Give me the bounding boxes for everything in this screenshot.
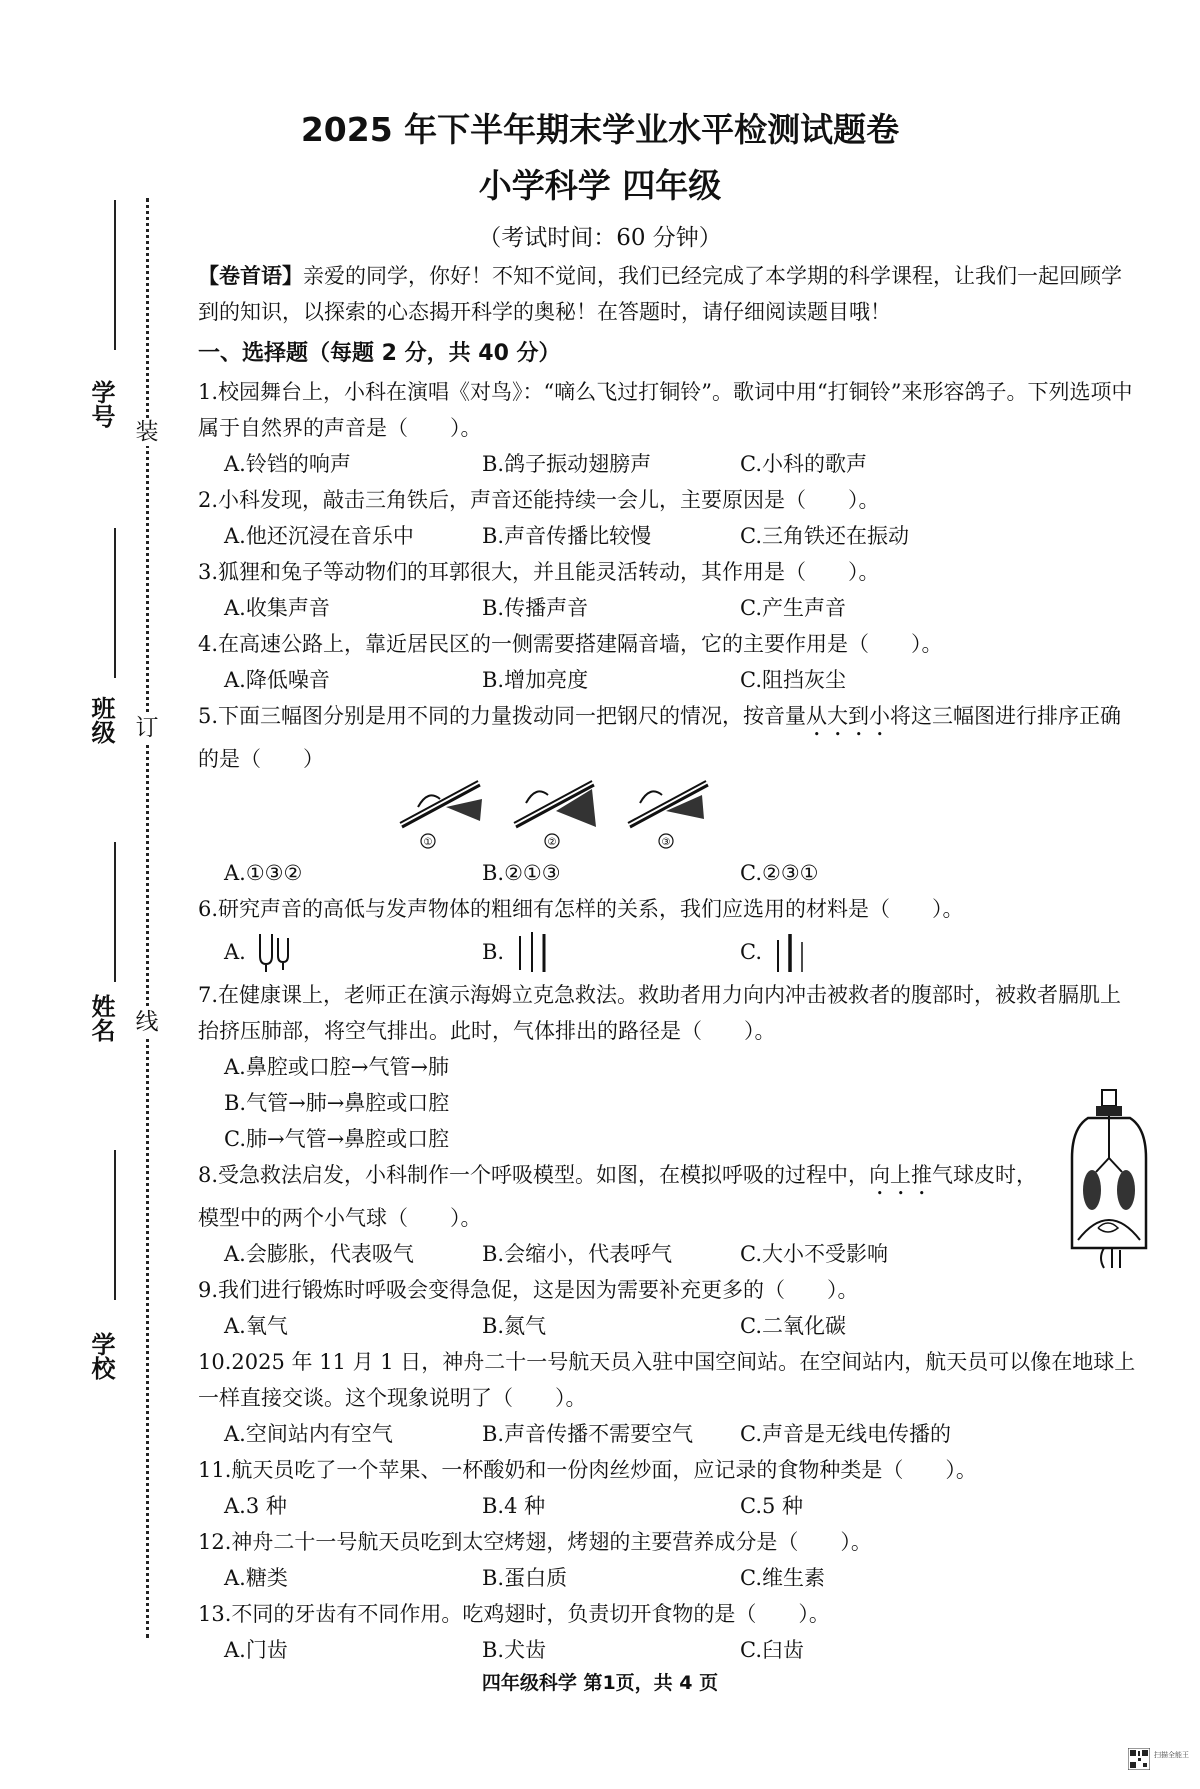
option-11a[interactable]: A.3 种 — [224, 1494, 287, 1518]
option-4a[interactable]: A.降低噪音 — [224, 668, 330, 692]
page-footer: 四年级科学 第1页，共 4 页 — [481, 1672, 719, 1694]
question-5-part-a: 5.下面三幅图分别是用不同的力量拨动同一把钢尺的情况，按音量 — [198, 704, 807, 728]
option-1b[interactable]: B.鸽子振动翅膀声 — [482, 452, 652, 476]
option-13c[interactable]: C.臼齿 — [740, 1638, 804, 1662]
student-id-label: 学号 — [87, 380, 116, 428]
option-12c[interactable]: C.维生素 — [740, 1566, 825, 1590]
question-8-part-a: 8.受急救法启发，小科制作一个呼吸模型。如图，在模拟呼吸的过程中， — [198, 1163, 870, 1187]
ruler-figure-1 — [398, 777, 484, 851]
option-10b[interactable]: B.声音传播不需要空气 — [482, 1422, 694, 1446]
option-4b[interactable]: B.增加亮度 — [482, 668, 589, 692]
option-3a[interactable]: A.收集声音 — [224, 596, 330, 620]
exam-time: （考试时间：60 分钟） — [478, 225, 722, 251]
option-5a[interactable]: A.①③② — [224, 861, 303, 885]
ruler-figure-2 — [512, 777, 598, 851]
option-2c[interactable]: C.三角铁还在振动 — [740, 524, 909, 548]
exam-subtitle: 小学科学 四年级 — [478, 166, 722, 205]
option-12a[interactable]: A.糖类 — [224, 1566, 288, 1590]
question-3: 3.狐狸和兔子等动物们的耳郭很大，并且能灵活转动，其作用是（ ）。 — [198, 560, 880, 584]
option-8a[interactable]: A.会膨胀，代表吸气 — [224, 1242, 414, 1266]
name-label: 姓名 — [87, 994, 116, 1042]
option-6c-label: C. — [740, 940, 762, 964]
question-4: 4.在高速公路上，靠近居民区的一侧需要搭建隔音墙，它的主要作用是（ ）。 — [198, 632, 943, 656]
rods-varied-icon — [770, 930, 810, 974]
ruler-figures — [198, 777, 1138, 855]
options-6 — [198, 927, 1138, 977]
option-13a[interactable]: A.门齿 — [224, 1638, 288, 1662]
option-3c[interactable]: C.产生声音 — [740, 596, 846, 620]
ruler-figure-3 — [626, 777, 712, 851]
options-11 — [198, 1488, 1138, 1524]
option-10a[interactable]: A.空间站内有空气 — [224, 1422, 393, 1446]
question-13: 13.不同的牙齿有不同作用。吃鸡翅时，负责切开食物的是（ ）。 — [198, 1602, 830, 1626]
class-label: 班级 — [87, 696, 116, 744]
option-6b-label: B. — [482, 940, 505, 964]
option-13b[interactable]: B.犬齿 — [482, 1638, 547, 1662]
section-heading: 一、选择题（每题 2 分，共 40 分） — [198, 341, 561, 366]
option-7c[interactable]: C.肺→气管→鼻腔或口腔 — [224, 1127, 450, 1151]
question-5-emphasis: 从大到小 — [806, 704, 891, 728]
options-3 — [198, 590, 1138, 626]
options-13 — [198, 1632, 1138, 1668]
school-line — [114, 1150, 116, 1300]
option-12b[interactable]: B.蛋白质 — [482, 1566, 568, 1590]
breathing-model-figure — [1068, 1088, 1150, 1270]
exam-title: 2025 年下半年期末学业水平检测试题卷 — [300, 110, 900, 149]
name-line — [114, 842, 116, 982]
school-label: 学校 — [87, 1332, 116, 1380]
options-2 — [198, 518, 1138, 554]
question-8 — [198, 1157, 1048, 1236]
ruler-figure-2-label: ② — [547, 837, 557, 848]
option-1a[interactable]: A.铃铛的响声 — [224, 452, 351, 476]
options-8 — [198, 1236, 1138, 1272]
question-8-emphasis: 向上推 — [869, 1163, 933, 1187]
option-10c[interactable]: C.声音是无线电传播的 — [740, 1422, 951, 1446]
binding-dotted-line — [146, 198, 149, 1638]
options-1 — [198, 446, 1138, 482]
question-11: 11.航天员吃了一个苹果、一杯酸奶和一份肉丝炒面，应记录的食物种类是（ ）。 — [198, 1458, 977, 1482]
question-7: 7.在健康课上，老师正在演示海姆立克急救法。救助者用力向内冲击被救者的腹部时，被救者膈肌上抬挤压肺部，将空气排出。此时，气体排出的路径是（ ）。 — [198, 983, 1122, 1043]
preface-label: 【卷首语】 — [198, 264, 303, 288]
scan-app-watermark: 扫描全能王 — [1154, 1751, 1189, 1759]
question-5 — [198, 698, 1138, 777]
options-5 — [198, 855, 1138, 891]
question-10: 10.2025 年 11 月 1 日，神舟二十一号航天员入驻中国空间站。在空间站内，航天员可以像在地球上一样直接交谈。这个现象说明了（ ）。 — [198, 1350, 1136, 1410]
class-line — [114, 528, 116, 678]
options-9 — [198, 1308, 1138, 1344]
preface-text: 亲爱的同学，你好！不知不觉间，我们已经完成了本学期的科学课程，让我们一起回顾学到的知识，以探索的心态揭开科学的奥秘！在答题时，请仔细阅读题目哦！ — [198, 264, 1122, 324]
option-9a[interactable]: A.氧气 — [224, 1314, 288, 1338]
qr-code-icon — [1128, 1748, 1150, 1770]
tuning-forks-thin-icon — [254, 932, 294, 972]
question-5-part-b: 将这三幅图进行排序正确的是（ ） — [198, 704, 1122, 771]
bind-word-ding: 订 — [133, 714, 161, 742]
question-1: 1.校园舞台上，小科在演唱《对鸟》：“嘀么飞过打铜铃”。歌词中用“打铜铃”来形容鸽子。下列选项中属于自然界的声音是（ ）。 — [198, 380, 1133, 440]
options-7 — [198, 1049, 1138, 1157]
option-7a[interactable]: A.鼻腔或口腔→气管→肺 — [224, 1055, 450, 1079]
option-6a-label: A. — [224, 940, 246, 964]
preface — [198, 258, 1138, 330]
option-6c[interactable] — [740, 930, 998, 974]
exam-content — [198, 258, 1138, 1668]
ruler-figure-1-label: ① — [423, 837, 433, 848]
option-11c[interactable]: C.5 种 — [740, 1494, 804, 1518]
option-4c[interactable]: C.阻挡灰尘 — [740, 668, 846, 692]
question-2: 2.小科发现，敲击三角铁后，声音还能持续一会儿，主要原因是（ ）。 — [198, 488, 880, 512]
option-9b[interactable]: B.氮气 — [482, 1314, 547, 1338]
question-8-part-b: 气球皮时，模型中的两个小气球（ ）。 — [198, 1163, 1038, 1230]
rods-icon — [512, 930, 552, 974]
option-7b[interactable]: B.气管→肺→鼻腔或口腔 — [224, 1091, 450, 1115]
bind-word-zhuang: 装 — [133, 418, 161, 446]
option-9c[interactable]: C.二氧化碳 — [740, 1314, 846, 1338]
option-5c[interactable]: C.②③① — [740, 861, 819, 885]
option-8c[interactable]: C.大小不受影响 — [740, 1242, 888, 1266]
question-9: 9.我们进行锻炼时呼吸会变得急促，这是因为需要补充更多的（ ）。 — [198, 1278, 859, 1302]
option-8b[interactable]: B.会缩小，代表呼气 — [482, 1242, 673, 1266]
option-2a[interactable]: A.他还沉浸在音乐中 — [224, 524, 414, 548]
question-12: 12.神舟二十一号航天员吃到太空烤翅，烤翅的主要营养成分是（ ）。 — [198, 1530, 872, 1554]
options-4 — [198, 662, 1138, 698]
option-11b[interactable]: B.4 种 — [482, 1494, 546, 1518]
option-1c[interactable]: C.小科的歌声 — [740, 452, 867, 476]
question-6: 6.研究声音的高低与发声物体的粗细有怎样的关系，我们应选用的材料是（ ）。 — [198, 897, 964, 921]
ruler-figure-3-label: ③ — [661, 837, 671, 848]
option-6b[interactable] — [482, 930, 740, 974]
option-6a[interactable] — [224, 932, 482, 972]
bind-word-xian: 线 — [133, 1008, 161, 1036]
options-12 — [198, 1560, 1138, 1596]
option-2b[interactable]: B.声音传播比较慢 — [482, 524, 652, 548]
option-3b[interactable]: B.传播声音 — [482, 596, 589, 620]
option-5b[interactable]: B.②①③ — [482, 861, 561, 885]
options-10 — [198, 1416, 1138, 1452]
